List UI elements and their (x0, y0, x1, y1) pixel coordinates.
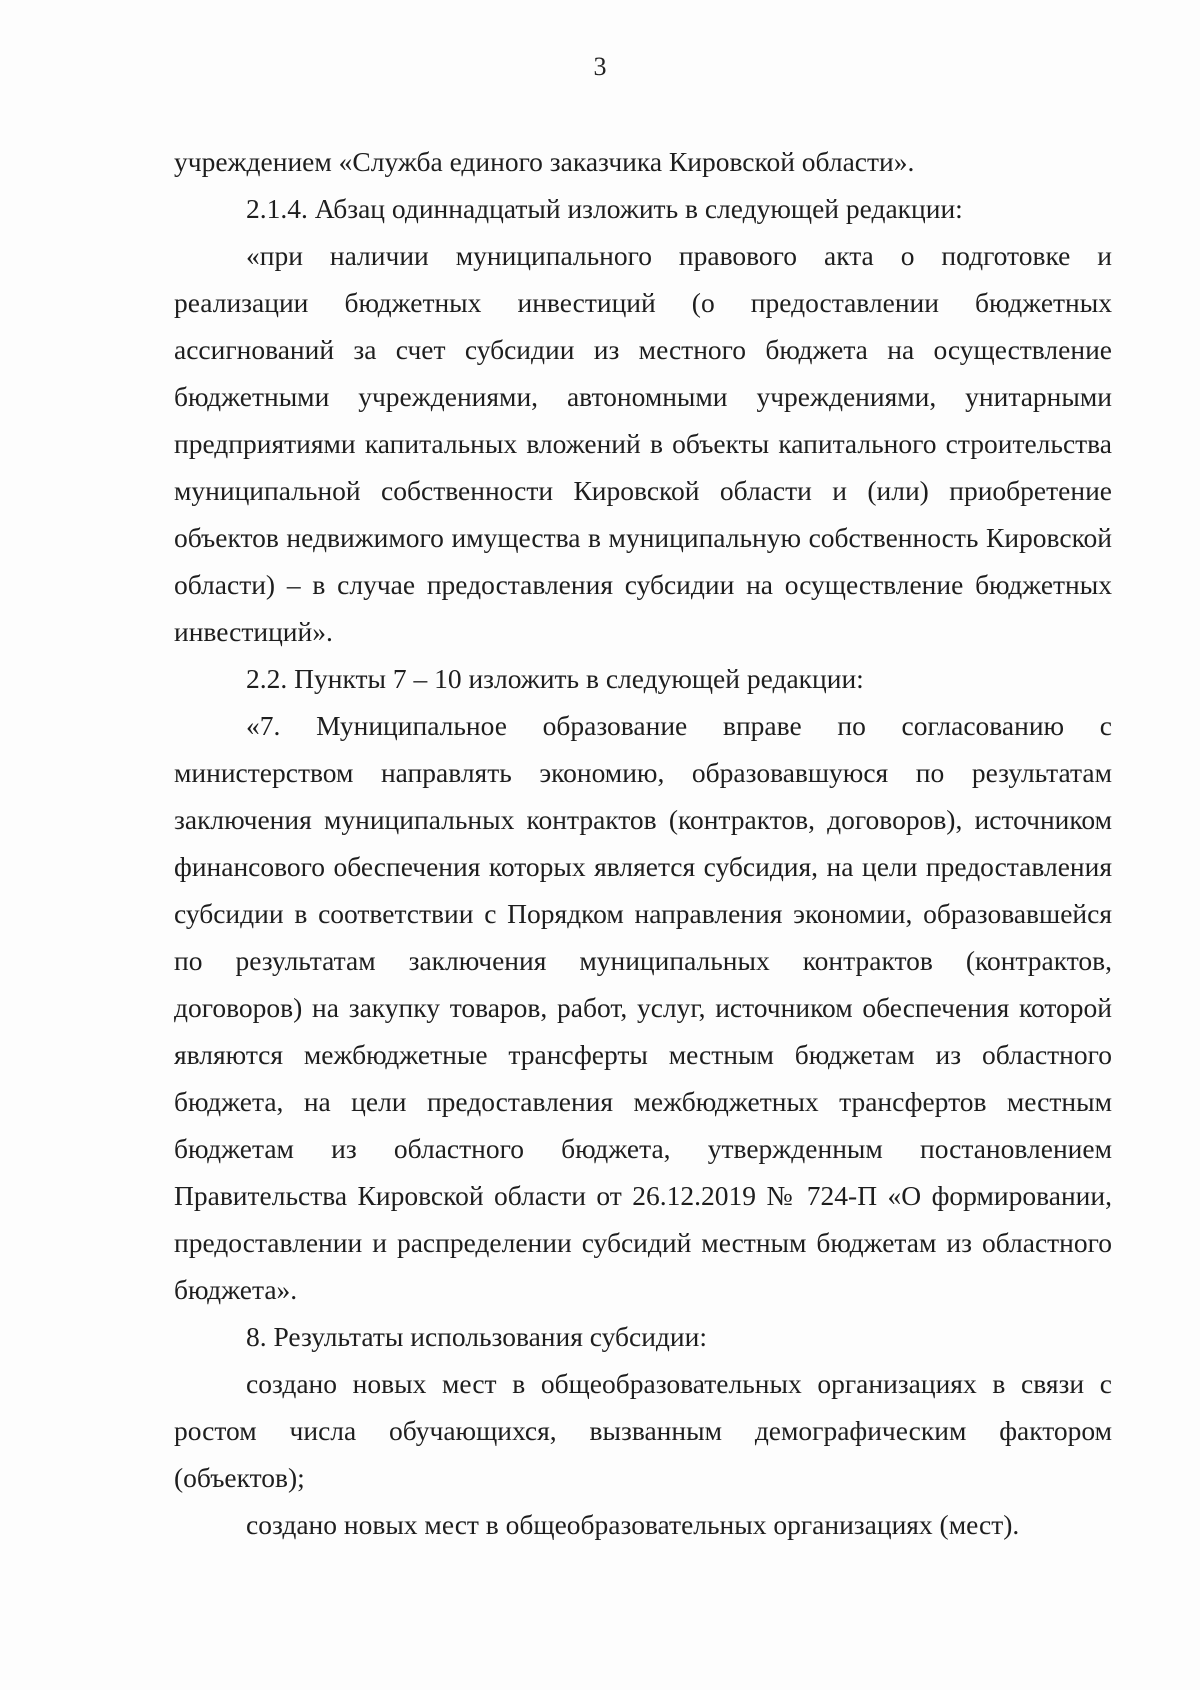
page-number: 3 (593, 52, 607, 81)
paragraph-quote-budget-investments: «при наличии муниципального правового акта о подготовке и реализации бюджетных инвестиций (о предоставлении бюджетных ассигнований за счет субсидии из местного бюджета на осуществление бюджетными учреждениями, автономными учреждениями, унитарными предприятиями капитальных вложений в объекты капитального строительства муниципальной собственности Кировской области и (или) приобретение объектов недвижимого имущества в муниципальную собственность Кировской области) – в случае предоставления субсидии на осуществление бюджетных инвестиций». (174, 240, 1112, 647)
paragraph-result-2: создано новых мест в общеобразовательных организациях (мест). (246, 1509, 1020, 1540)
paragraph-2-1-4: 2.1.4. Абзац одиннадцатый изложить в следующей редакции: (246, 193, 963, 224)
document-body (174, 138, 1112, 1548)
paragraph-item-7: «7. Муниципальное образование вправе по согласованию с министерством направлять экономию, образовавшуюся по результатам заключения муниципальных контрактов (контрактов, договоров), источником финансового обеспечения которых является субсидия, на цели предоставления субсидии в соответствии с Порядком направления экономии, образовавшейся по результатам заключения муниципальных контрактов (контрактов, договоров) на закупку товаров, работ, услуг, источником обеспечения которой являются межбюджетные трансферты местным бюджетам из областного бюджета, на цели предоставления межбюджетных трансфертов местным бюджетам из областного бюджета, утвержденным постановлением Правительства Кировской области от 26.12.2019 № 724-П «О формировании, предоставлении и распределении субсидий местным бюджетам из областного бюджета». (174, 710, 1112, 1305)
paragraph-continuation: учреждением «Служба единого заказчика Кировской области». (174, 146, 915, 177)
paragraph-2-2: 2.2. Пункты 7 – 10 изложить в следующей редакции: (246, 663, 864, 694)
paragraph-result-1: создано новых мест в общеобразовательных организациях в связи с ростом числа обучающихся, вызванным демографическим фактором (объектов); (174, 1368, 1112, 1493)
paragraph-item-8: 8. Результаты использования субсидии: (246, 1321, 707, 1352)
